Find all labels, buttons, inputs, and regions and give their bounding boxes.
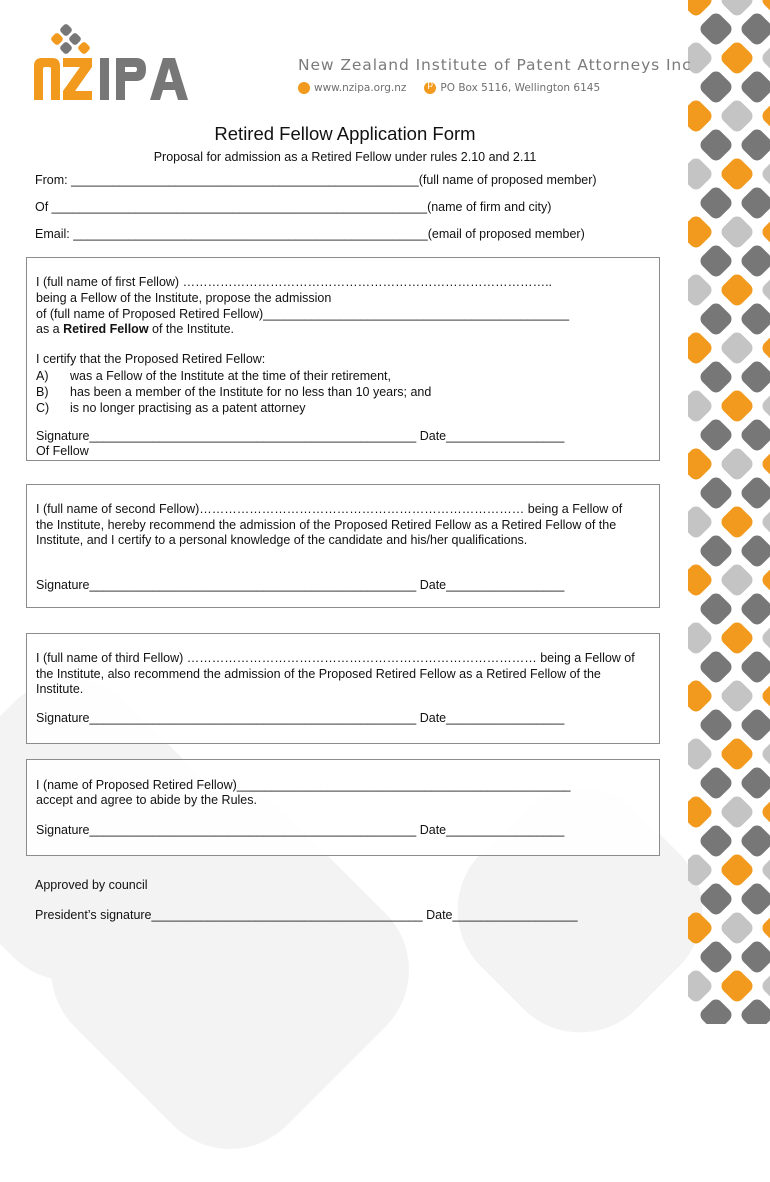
pattern-diamond xyxy=(739,533,770,570)
pattern-diamond xyxy=(719,678,756,715)
pattern-diamond xyxy=(739,11,770,48)
from-field[interactable]: From: __________________________________________________(full name of proposed member) xyxy=(35,173,597,187)
pattern-diamond xyxy=(739,69,770,106)
pattern-diamond xyxy=(760,388,770,425)
pattern-diamond xyxy=(698,997,735,1024)
proposed-fellow-name-field[interactable]: I (name of Proposed Retired Fellow)________________________________________________ xyxy=(36,778,571,792)
pattern-diamond xyxy=(739,417,770,454)
second-fellow-signature-field[interactable]: Signature_______________________________________________ Date_________________ xyxy=(36,578,565,592)
pattern-diamond xyxy=(739,765,770,802)
pattern-diamond xyxy=(760,272,770,309)
list-item: A) was a Fellow of the Institute at the time of their retirement, xyxy=(36,369,391,383)
pattern-diamond xyxy=(688,156,714,193)
pattern-diamond xyxy=(719,910,756,947)
email-field[interactable]: Email: ___________________________________________________(email of proposed member) xyxy=(35,227,585,241)
pattern-diamond xyxy=(698,765,735,802)
president-signature-field[interactable]: President’s signature_______________________________________ Date__________________ xyxy=(35,908,578,922)
postal-address: PO Box 5116, Wellington 6145 xyxy=(440,82,601,94)
pattern-diamond xyxy=(698,417,735,454)
pattern-diamond xyxy=(698,301,735,338)
pattern-diamond xyxy=(719,214,756,251)
pattern-diamond xyxy=(739,475,770,512)
pattern-diamond xyxy=(739,359,770,396)
pattern-diamond xyxy=(739,591,770,628)
third-fellow-statement[interactable]: I (full name of third Fellow) ………………………………………………………………………… being a Fellow of the Institute, also recommend the admission of the Proposed Retired Fellow as a Retired Fellow of the Institute. xyxy=(36,651,635,697)
certify-heading: I certify that the Proposed Retired Fellow: xyxy=(36,352,266,366)
section1-text: as a Retired Fellow of the Institute. xyxy=(36,322,235,336)
pattern-diamond xyxy=(760,504,770,541)
pattern-diamond xyxy=(688,852,714,889)
approved-by-council-label: Approved by council xyxy=(35,878,148,892)
pattern-diamond xyxy=(760,910,770,947)
pattern-diamond xyxy=(739,881,770,918)
pattern-diamond xyxy=(719,40,756,77)
pattern-diamond xyxy=(698,127,735,164)
contact-line xyxy=(298,82,692,94)
pattern-diamond xyxy=(719,794,756,831)
decorative-pattern-graphic xyxy=(688,0,770,1024)
pattern-diamond xyxy=(688,0,714,18)
pattern-diamond xyxy=(719,446,756,483)
first-fellow-name-field[interactable]: I (full name of first Fellow) …………………………………………………………………………….. xyxy=(36,275,553,289)
organization-name: New Zealand Institute of Patent Attorneys Inc xyxy=(298,56,692,74)
pattern-diamond xyxy=(719,388,756,425)
list-item: C) is no longer practising as a patent attorney xyxy=(36,401,306,415)
pattern-diamond xyxy=(698,11,735,48)
pattern-diamond xyxy=(719,504,756,541)
proposed-fellow-section xyxy=(26,759,660,856)
pattern-diamond xyxy=(688,330,714,367)
pattern-diamond xyxy=(698,591,735,628)
pattern-diamond xyxy=(760,968,770,1005)
pattern-diamond xyxy=(688,98,714,135)
pattern-diamond xyxy=(719,156,756,193)
pattern-diamond xyxy=(688,678,714,715)
pattern-diamond xyxy=(760,678,770,715)
pattern-diamond xyxy=(688,794,714,831)
pattern-diamond xyxy=(739,649,770,686)
pattern-diamond xyxy=(760,794,770,831)
proposed-fellow-signature-field[interactable]: Signature_______________________________________________ Date_________________ xyxy=(36,823,565,837)
pattern-diamond xyxy=(760,330,770,367)
pattern-diamond xyxy=(688,40,714,77)
pattern-diamond xyxy=(760,446,770,483)
firm-city-field[interactable]: Of ______________________________________________________(name of firm and city) xyxy=(35,200,552,214)
pattern-diamond xyxy=(698,707,735,744)
second-fellow-section xyxy=(26,484,660,608)
pattern-diamond xyxy=(760,620,770,657)
list-item: B) has been a member of the Institute for no less than 10 years; and xyxy=(36,385,432,399)
pattern-diamond xyxy=(719,736,756,773)
pattern-diamond xyxy=(739,185,770,222)
pattern-diamond xyxy=(698,823,735,860)
pattern-diamond xyxy=(698,649,735,686)
po-box-icon xyxy=(424,82,436,94)
pattern-diamond xyxy=(698,359,735,396)
pattern-diamond xyxy=(698,69,735,106)
pattern-diamond xyxy=(688,272,714,309)
pattern-diamond xyxy=(719,98,756,135)
pattern-diamond xyxy=(698,243,735,280)
pattern-diamond xyxy=(760,736,770,773)
pattern-diamond xyxy=(688,214,714,251)
third-fellow-section xyxy=(26,633,660,744)
second-fellow-statement[interactable]: I (full name of second Fellow)…………………………………………………………………… being a Fellow of the Institute, hereby recommend the admission of the Proposed Retired Fellow as a Retired Fellow of the Institute, and I certify to a personal knowledge of the candidate and his/her qualifications. xyxy=(36,502,623,548)
pattern-diamond xyxy=(688,620,714,657)
pattern-diamond xyxy=(739,243,770,280)
pattern-diamond xyxy=(760,562,770,599)
pattern-diamond xyxy=(698,533,735,570)
pattern-diamond xyxy=(698,475,735,512)
pattern-diamond xyxy=(760,156,770,193)
pattern-diamond xyxy=(739,939,770,976)
pattern-diamond xyxy=(739,997,770,1024)
pattern-diamond xyxy=(698,939,735,976)
letterhead xyxy=(298,56,692,94)
pattern-diamond xyxy=(739,301,770,338)
pattern-diamond xyxy=(739,127,770,164)
decorative-pattern xyxy=(688,0,770,1024)
pattern-diamond xyxy=(688,562,714,599)
pattern-diamond xyxy=(760,40,770,77)
third-fellow-signature-field[interactable]: Signature_______________________________________________ Date_________________ xyxy=(36,711,565,725)
web-icon xyxy=(298,82,310,94)
pattern-diamond xyxy=(719,272,756,309)
website-link[interactable]: www.nzipa.org.nz xyxy=(314,82,407,94)
first-fellow-signature-field[interactable]: Signature_______________________________________________ Date_________________ xyxy=(36,429,565,443)
pattern-diamond xyxy=(719,330,756,367)
pattern-diamond xyxy=(760,98,770,135)
accept-rules-text: accept and agree to abide by the Rules. xyxy=(36,793,257,807)
logo-graphic xyxy=(30,22,205,107)
pattern-diamond xyxy=(719,968,756,1005)
pattern-diamond xyxy=(688,388,714,425)
page-title: Retired Fellow Application Form xyxy=(214,123,476,144)
pattern-diamond xyxy=(719,0,756,18)
pattern-diamond xyxy=(739,707,770,744)
pattern-diamond xyxy=(760,214,770,251)
nzipa-logo xyxy=(30,22,205,107)
of-fellow-label: Of Fellow xyxy=(36,444,89,458)
pattern-diamond xyxy=(688,910,714,947)
pattern-diamond xyxy=(719,562,756,599)
pattern-diamond xyxy=(688,504,714,541)
pattern-diamond xyxy=(698,185,735,222)
first-fellow-section xyxy=(26,257,660,461)
certify-list xyxy=(36,368,431,416)
pattern-diamond xyxy=(719,620,756,657)
section1-text: being a Fellow of the Institute, propose the admission xyxy=(36,291,332,305)
pattern-diamond xyxy=(760,852,770,889)
pattern-diamond xyxy=(688,446,714,483)
form-header xyxy=(0,123,690,164)
pattern-diamond xyxy=(719,852,756,889)
pattern-diamond xyxy=(688,736,714,773)
pattern-diamond xyxy=(688,968,714,1005)
pattern-diamond xyxy=(739,823,770,860)
page-subtitle: Proposal for admission as a Retired Fellow under rules 2.10 and 2.11 xyxy=(153,150,537,164)
pattern-diamond xyxy=(698,881,735,918)
proposed-fellow-name-field[interactable]: of (full name of Proposed Retired Fellow)____________________________________________ xyxy=(36,307,570,321)
